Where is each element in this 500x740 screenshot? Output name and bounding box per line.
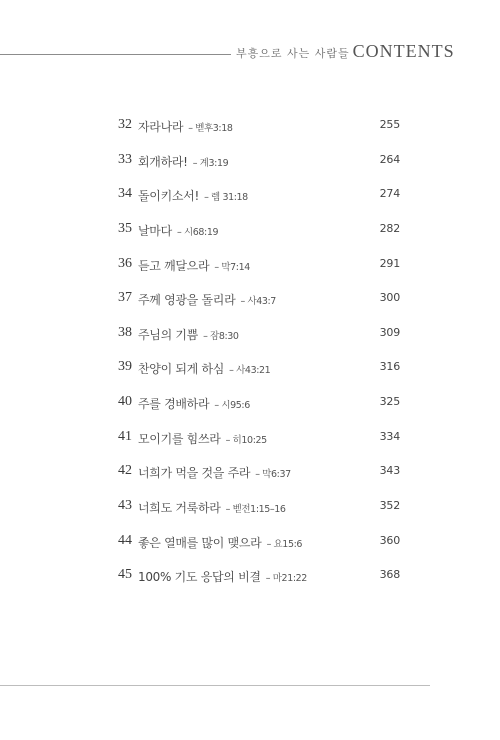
book-subtitle: 부흥으로 사는 사람들 xyxy=(236,47,350,60)
scripture-reference: – 요15:6 xyxy=(266,538,303,550)
toc-entry-43[interactable] xyxy=(118,493,400,528)
chapter-title: 돌이키소서! xyxy=(138,189,199,204)
toc-entry-44[interactable] xyxy=(118,528,400,563)
toc-entry-32[interactable] xyxy=(118,112,400,147)
chapter-number: 38 xyxy=(118,324,132,340)
chapter-title: 자라나라 xyxy=(138,120,184,134)
chapter-title: 회개하라! xyxy=(138,154,188,169)
chapter-title: 주께 영광을 돌리라 xyxy=(138,293,236,308)
page-header xyxy=(0,38,500,68)
scripture-reference: – 막7:14 xyxy=(214,261,250,273)
toc-entry-39[interactable] xyxy=(118,354,400,389)
page-number: 300 xyxy=(379,291,400,305)
toc-entry-37[interactable] xyxy=(118,285,400,320)
scripture-reference: – 히10:25 xyxy=(225,434,267,446)
scripture-reference: – 사43:21 xyxy=(229,365,271,377)
header-text xyxy=(236,41,455,62)
chapter-number: 39 xyxy=(118,359,132,375)
page-number: 352 xyxy=(379,499,400,513)
page-number: 334 xyxy=(379,429,400,443)
scripture-reference: – 계3:19 xyxy=(192,157,229,169)
contents-title: CONTENTS xyxy=(352,41,455,61)
scripture-reference: – 벧후3:18 xyxy=(188,123,233,134)
chapter-number: 42 xyxy=(118,463,132,479)
toc-entry-42[interactable] xyxy=(118,458,400,493)
chapter-title: 날마다 xyxy=(138,223,172,238)
toc-entry-45[interactable] xyxy=(118,562,400,597)
scripture-reference: – 시68:19 xyxy=(176,226,219,238)
page-number: 282 xyxy=(379,221,400,235)
chapter-number: 37 xyxy=(118,290,132,306)
chapter-number: 45 xyxy=(118,567,132,583)
page-number: 255 xyxy=(379,118,400,131)
chapter-title: 찬양이 되게 하심 xyxy=(138,362,225,377)
scripture-reference: – 마21:22 xyxy=(265,573,307,585)
chapter-number: 44 xyxy=(118,532,132,548)
chapter-title: 너희가 먹을 것을 주라 xyxy=(138,466,251,481)
scripture-reference: – 벧전1:15–16 xyxy=(225,504,286,516)
chapter-title: 주를 경배하라 xyxy=(138,397,210,412)
chapter-title: 듣고 깨달으라 xyxy=(138,258,210,273)
page-number: 264 xyxy=(379,152,400,166)
toc-entry-33[interactable] xyxy=(118,147,400,182)
toc-entry-35[interactable] xyxy=(118,216,400,251)
page-number: 368 xyxy=(379,568,400,582)
page-number: 343 xyxy=(379,464,400,478)
chapter-title: 주님의 기쁨 xyxy=(138,327,198,342)
scripture-reference: – 시95:6 xyxy=(214,400,250,412)
toc-entry-40[interactable] xyxy=(118,389,400,424)
toc-entry-38[interactable] xyxy=(118,320,400,355)
table-of-contents xyxy=(118,112,400,597)
chapter-title: 모이기를 힘쓰라 xyxy=(138,431,221,446)
toc-entry-41[interactable] xyxy=(118,424,400,459)
page-number: 274 xyxy=(379,187,400,201)
chapter-number: 36 xyxy=(118,255,132,271)
page-number: 325 xyxy=(379,395,400,409)
chapter-number: 33 xyxy=(118,151,132,167)
toc-entry-36[interactable] xyxy=(118,251,400,286)
page-number: 291 xyxy=(379,256,400,270)
chapter-number: 43 xyxy=(118,498,132,514)
chapter-number: 41 xyxy=(118,428,132,444)
chapter-title: 너희도 거룩하라 xyxy=(138,501,221,516)
footer-rule xyxy=(0,685,430,686)
toc-entry-34[interactable] xyxy=(118,181,400,216)
chapter-number: 32 xyxy=(118,117,132,132)
scripture-reference: – 잠8:30 xyxy=(203,330,239,342)
scripture-reference: – 막6:37 xyxy=(255,469,291,481)
header-rule xyxy=(0,54,231,55)
chapter-title: 100% 기도 응답의 비결 xyxy=(138,570,261,585)
chapter-number: 35 xyxy=(118,220,132,236)
chapter-number: 40 xyxy=(118,394,132,410)
scripture-reference: – 사43:7 xyxy=(240,296,276,308)
chapter-number: 34 xyxy=(118,186,132,202)
page-number: 309 xyxy=(379,325,400,339)
page-number: 360 xyxy=(379,533,400,547)
scripture-reference: – 렘 31:18 xyxy=(204,192,248,204)
page-number: 316 xyxy=(379,360,400,374)
chapter-title: 좋은 열매를 많이 맺으라 xyxy=(138,535,262,550)
